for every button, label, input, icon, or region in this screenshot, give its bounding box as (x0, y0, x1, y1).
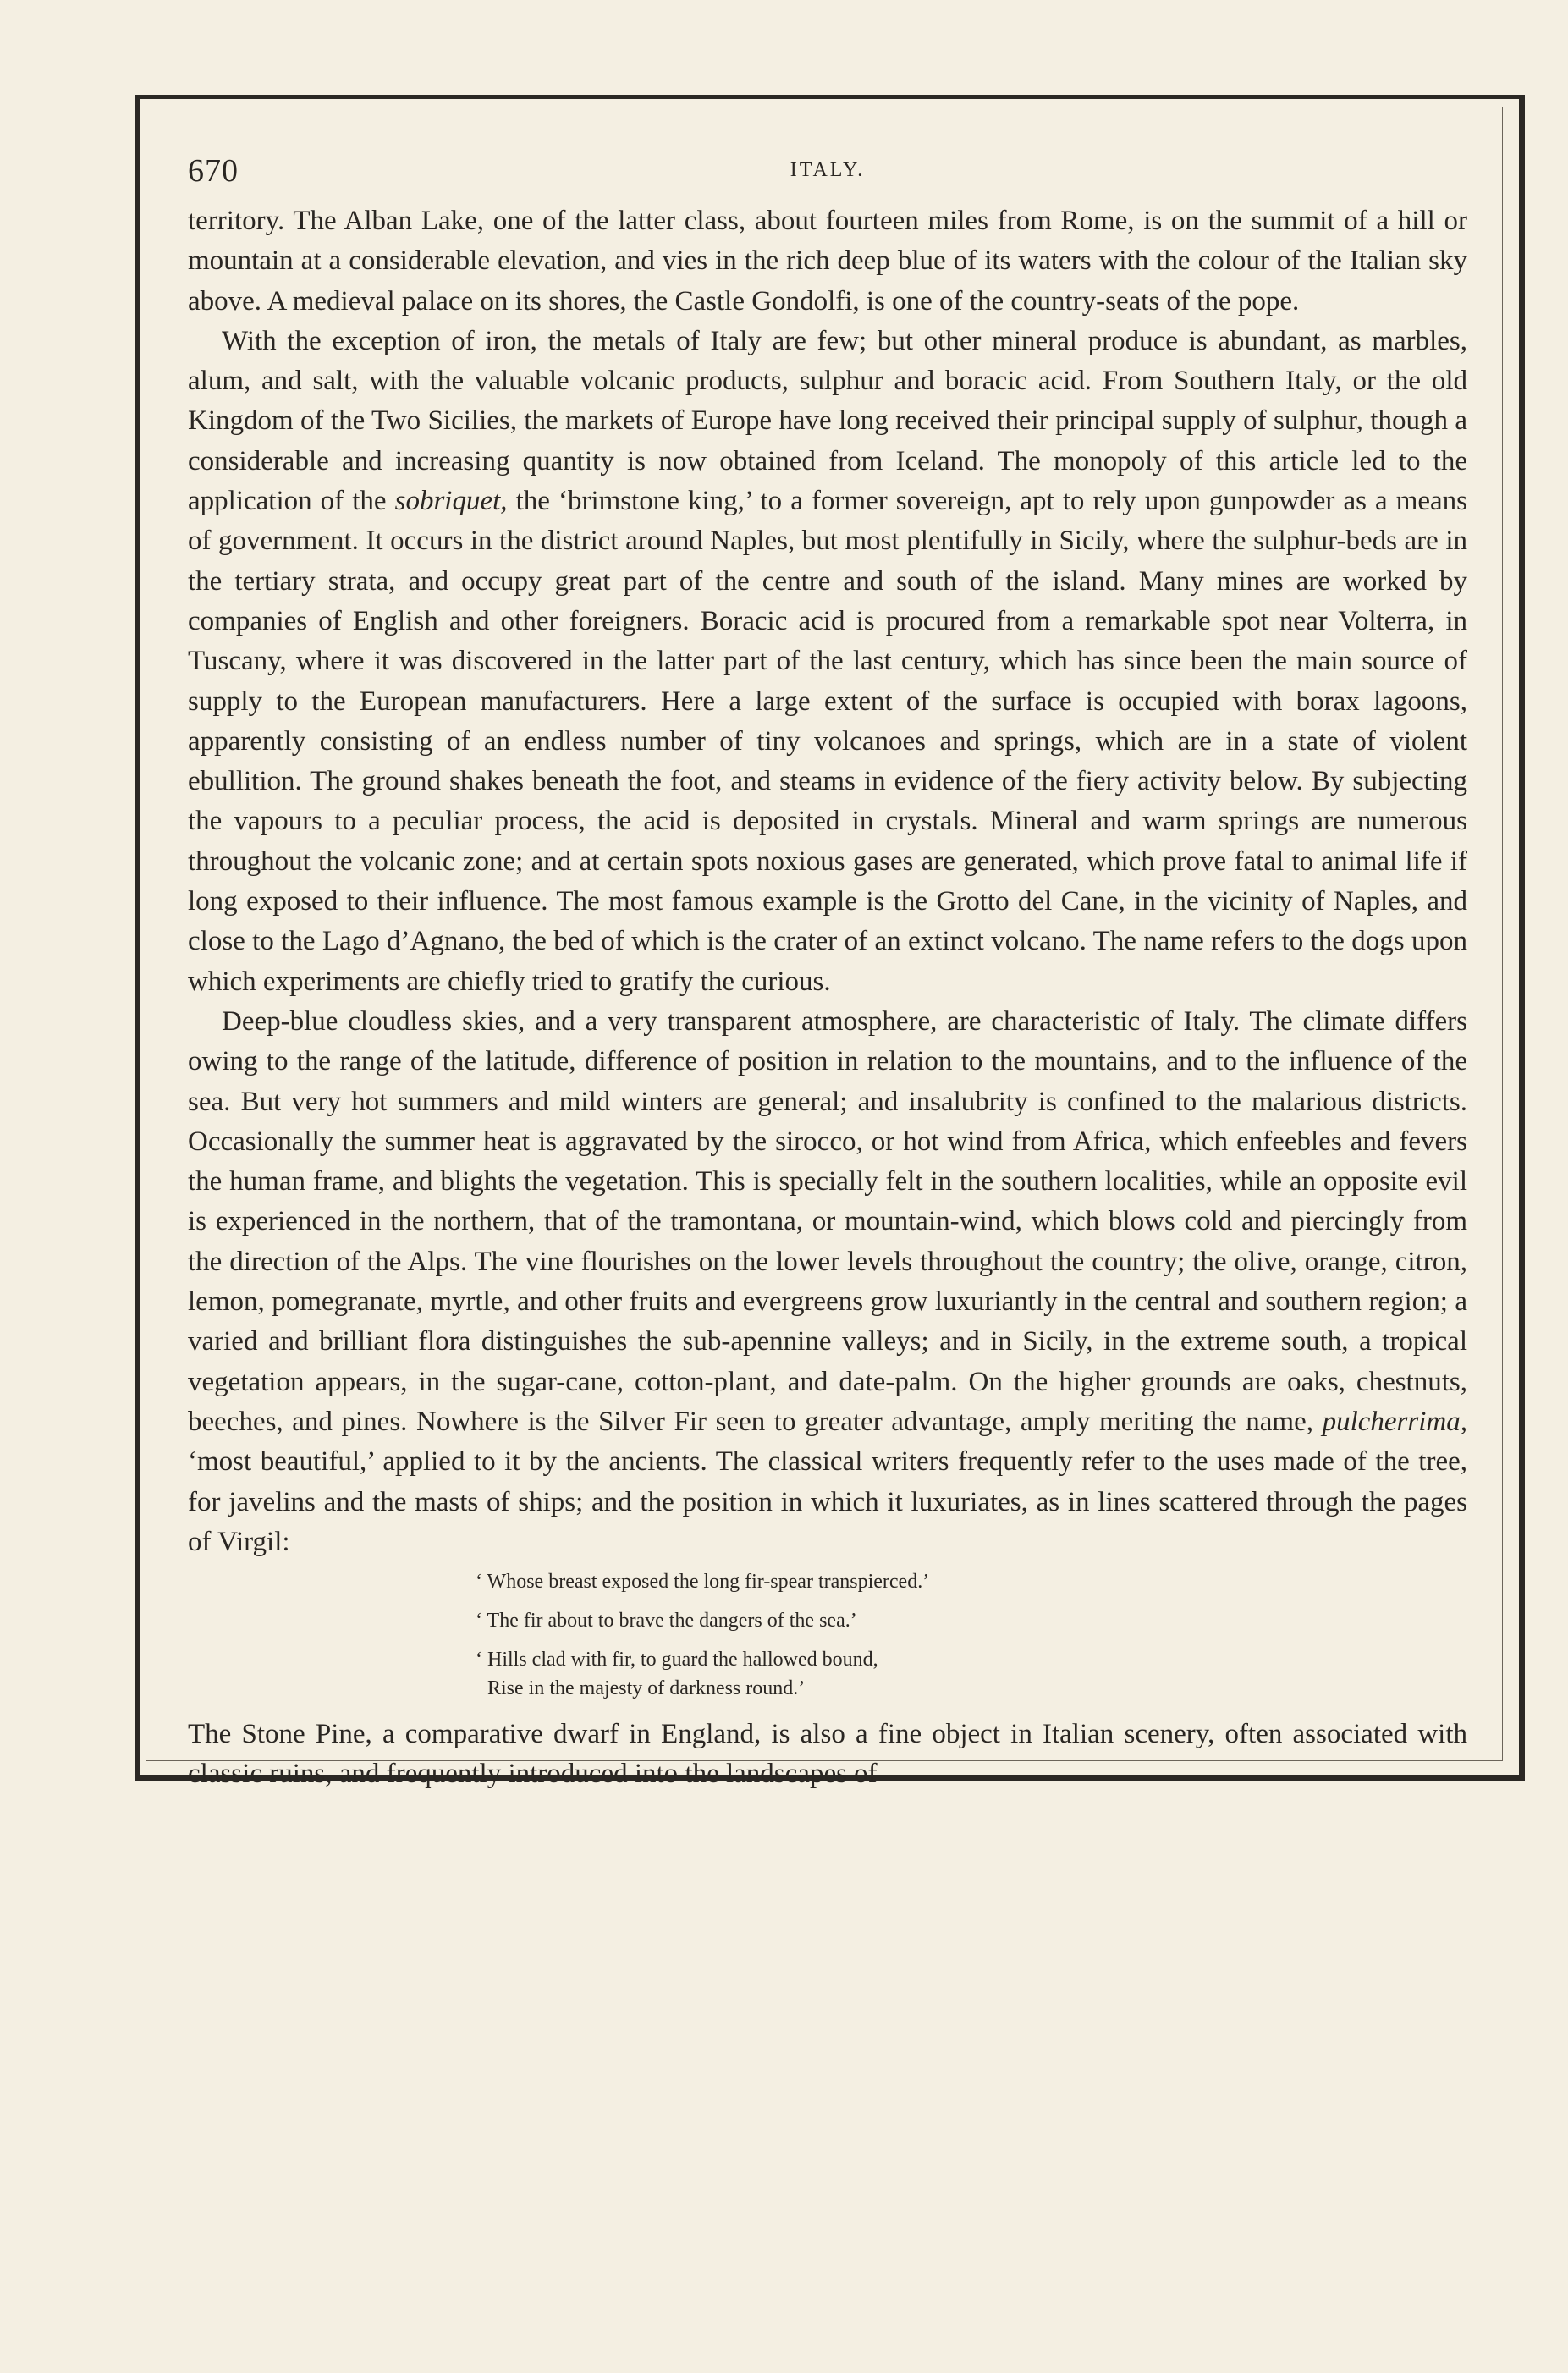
quote-3-line-2: Rise in the majesty of darkness round.’ (487, 1677, 806, 1700)
page-header (188, 142, 1467, 201)
quote-2 (476, 1606, 1467, 1635)
quote-3-line-1: ‘ Hills clad with fir, to guard the hallowed bound, (476, 1649, 878, 1671)
virgil-quotations (188, 1567, 1467, 1703)
paragraph-minerals (188, 322, 1467, 1002)
running-head: ITALY. (790, 159, 866, 181)
paragraph-climate-text-a: Deep-blue cloudless skies, and a very transparent atmosphere, are characteristic of Italy. The climate differs owing to the range of the latitude, difference of position in relation to the mountains, and to the influence of the sea. But very hot summers and mild winters are general; and insalubrity is confined to the malarious districts. Occasionally the summer heat is aggravated by the sirocco, or hot wind from Africa, which enfeebles and fevers the human frame, and blights the vegetation. This is specially felt in the southern localities, while an opposite evil is experienced in the northern, that of the tramontana, or mountain-wind, which blows cold and piercingly from the direction of the Alps. The vine flourishes on the lower levels throughout the country; the olive, orange, citron, lemon, pomegranate, myrtle, and other fruits and evergreens grow luxuriantly in the central and southern region; a varied and brilliant flora distinguishes the sub-apennine valleys; and in Sicily, in the extreme south, a tropical vegetation appears, in the sugar-cane, cotton-plant, and date-palm. On the higher grounds are oaks, chestnuts, beeches, and pines. Nowhere is the Silver Fir seen to greater advantage, amply meriting the name, (188, 1005, 1467, 1437)
paragraph-alban-lake: territory. The Alban Lake, one of the latter class, about fourteen miles from Rome, is on the summit of a hill or mountain at a considerable elevation, and vies in the rich deep blue of its waters with the colour of the Italian sky above. A medieval palace on its shores, the Castle Gondolfi, is one of the country-seats of the pope. (188, 206, 1467, 317)
quote-1 (476, 1567, 1467, 1596)
quote-2-line: ‘ The fir about to brave the dangers of the sea.’ (476, 1610, 857, 1632)
paragraph-minerals-text-b: the ‘brimstone king,’ to a former sovereign, apt to rely upon gunpowder as a means of government. It occurs in the district around Naples, but most plentifully in Sicily, where the sulphur-beds are in the tertiary strata, and occupy great part of the centre and south of the island. Many mines are worked by companies of English and other foreigners. Boracic acid is procured from a remarkable spot near Volterra, in Tuscany, where it was discovered in the latter part of the last century, which has since been the main source of supply to the European manufacturers. Here a large extent of the surface is occupied with borax lagoons, apparently consisting of an endless number of tiny volcanoes and springs, which are in a state of violent ebullition. The ground shakes beneath the foot, and steams in evidence of the fiery activity below. By subjecting the vapours to a peculiar process, the acid is deposited in crystals. Mineral and warm springs are numerous throughout the volcanic zone; and at certain spots noxious gases are generated, which prove fatal to animal life if long exposed to their influence. The most famous example is the Grotto del Cane, in the vicinity of Naples, and close to the Lago d’Agnano, the bed of which is the crater of an extinct volcano. The name refers to the dogs upon which experiments are chiefly tried to gratify the curious. (188, 486, 1468, 997)
paragraph-climate-text-b: ‘most beautiful,’ applied to it by the ancients. The classical writers frequently refer to the uses made of the tree, for javelins and the masts of ships; and the position in which it luxuriates, as in lines scattered through the pages of Virgil: (188, 1446, 1467, 1557)
paragraph-climate (188, 1002, 1467, 1562)
paragraph-minerals-text-a: With the exception of iron, the metals of Italy are few; but other mineral produce is abundant, as marbles, alum, and salt, with the valuable volcanic products, sulphur and boracic acid. From Southern Italy, or the old Kingdom of the Two Sicilies, the markets of Europe have long received their principal supply of sulphur, though a considerable and increasing quantity is now obtained from Iceland. The monopoly of this article led to the application of the (188, 325, 1467, 517)
quote-3 (476, 1645, 1467, 1703)
book-page (188, 142, 1467, 1795)
italic-sobriquet: sobriquet, (394, 486, 508, 517)
page-number: 670 (188, 153, 239, 189)
italic-pulcherrima: pulcherrima, (1322, 1406, 1467, 1437)
quote-1-line: ‘ Whose breast exposed the long fir-spear transpierced.’ (476, 1571, 930, 1594)
page-body (188, 201, 1467, 1795)
paragraph-stone-pine: The Stone Pine, a comparative dwarf in England, is also a fine object in Italian scenery, often associated with classic ruins, and frequently introduced into the landscapes of (188, 1719, 1467, 1790)
